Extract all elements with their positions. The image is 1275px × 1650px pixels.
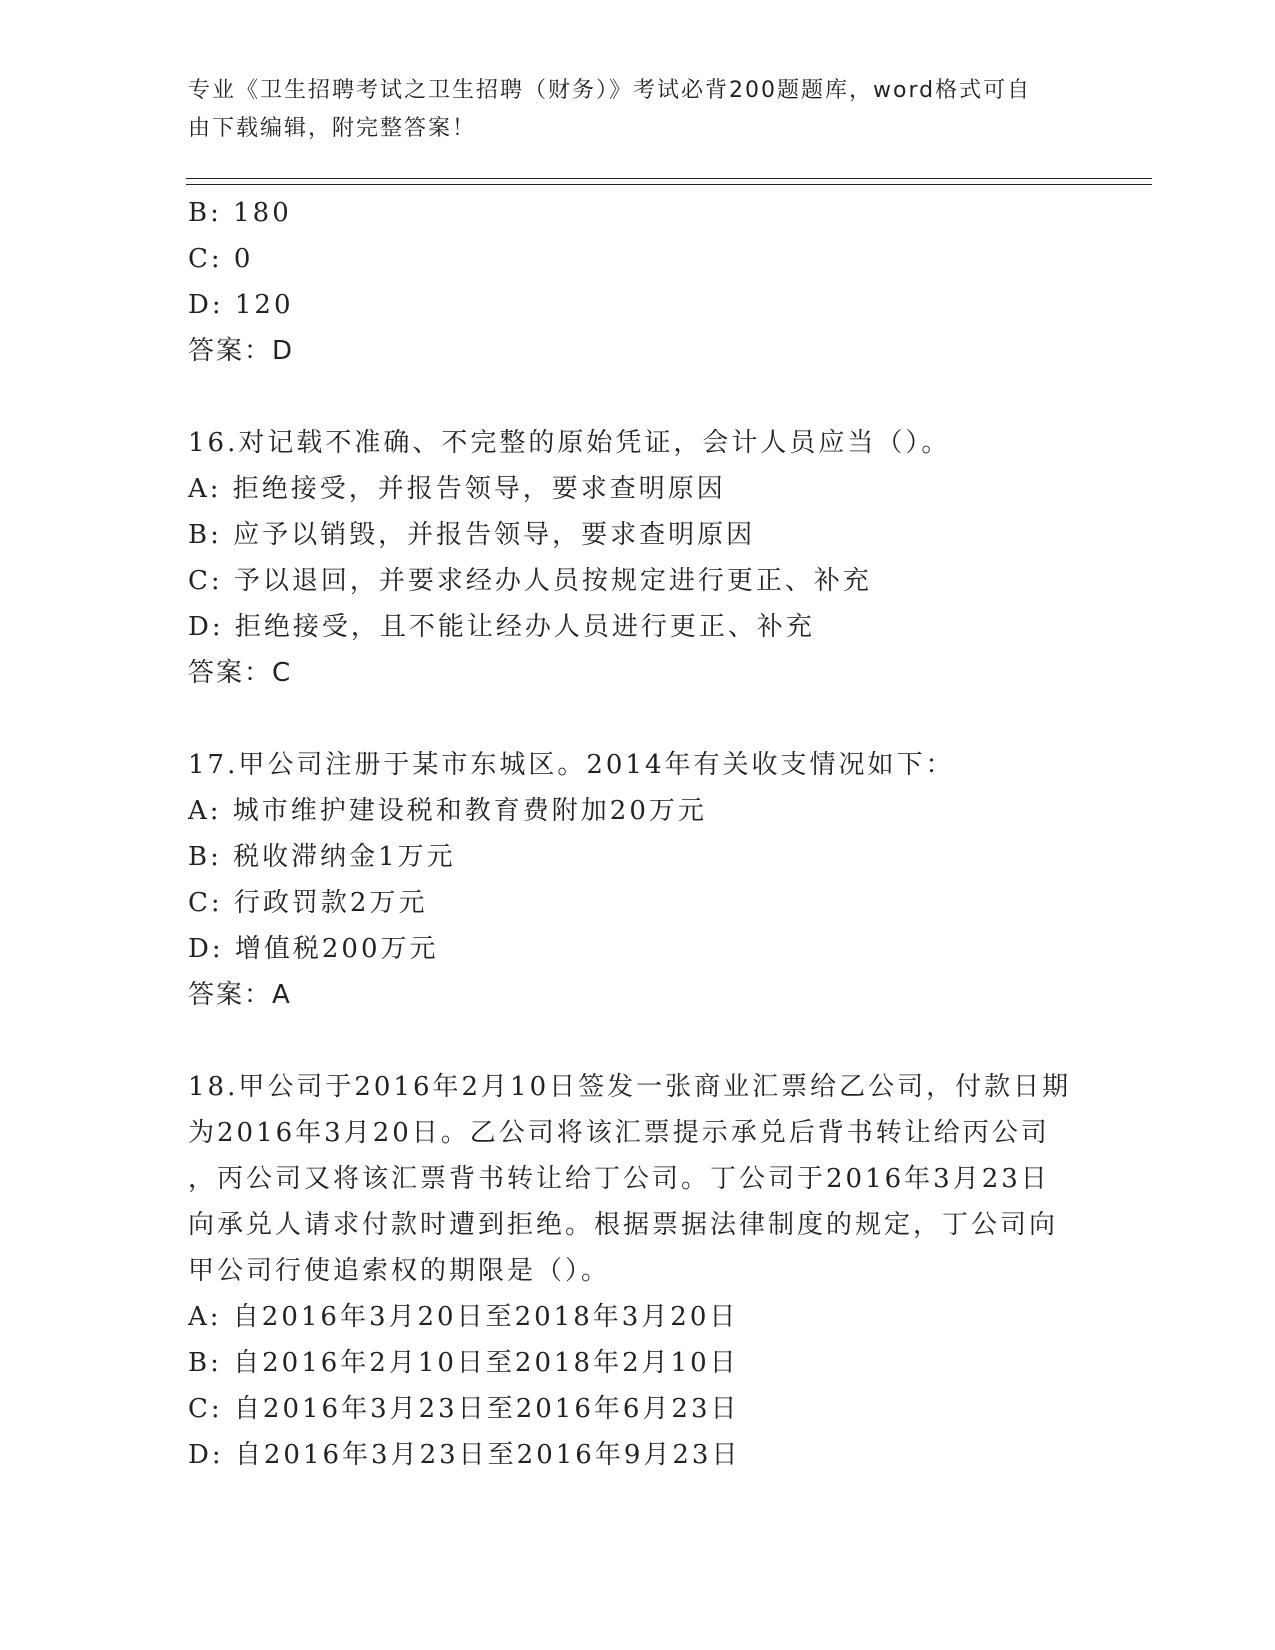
question-15: [188, 190, 1078, 374]
header-divider-bottom: [186, 184, 1152, 185]
question-stem-line-3: ，丙公司又将该汇票背书转让给丁公司。丁公司于2016年3月23日: [188, 1164, 1050, 1194]
header-line-1: 专业《卫生招聘考试之卫生招聘（财务）》考试必背200题题库，word格式可自: [188, 78, 1032, 103]
option-c: C: 予以退回，并要求经办人员按规定进行更正、补充: [188, 566, 872, 596]
question-stem-line-1: 18.甲公司于2016年2月10日签发一张商业汇票给乙公司，付款日期: [188, 1072, 1072, 1102]
document-header: [188, 72, 1068, 148]
spacer: [188, 374, 1078, 420]
option-d: D: 拒绝接受，且不能让经办人员进行更正、补充: [188, 612, 815, 642]
header-divider-top: [186, 178, 1152, 179]
option-c: C: 行政罚款2万元: [188, 888, 428, 918]
option-a: A: 城市维护建设税和教育费附加20万元: [188, 796, 707, 826]
option-b: B: 180: [188, 198, 292, 228]
spacer: [188, 696, 1078, 742]
option-b: B: 税收滞纳金1万元: [188, 842, 456, 872]
question-17: [188, 742, 1078, 1018]
option-a: A: 拒绝接受，并报告领导，要求查明原因: [188, 474, 726, 504]
option-d: D: 增值税200万元: [188, 934, 439, 964]
question-18: [188, 1064, 1078, 1478]
question-stem-line-2: 为2016年3月20日。乙公司将该汇票提示承兑后背书转让给丙公司: [188, 1118, 1050, 1148]
question-content: [188, 190, 1078, 1478]
question-stem-line-5: 甲公司行使追索权的期限是（）。: [188, 1256, 611, 1286]
option-c: C: 自2016年3月23日至2016年6月23日: [188, 1394, 740, 1424]
option-a: A: 自2016年3月20日至2018年3月20日: [188, 1302, 739, 1332]
answer-label: 答案：A: [188, 980, 292, 1010]
spacer: [188, 1018, 1078, 1064]
question-16: [188, 420, 1078, 696]
header-line-2: 由下载编辑，附完整答案！: [188, 116, 477, 141]
answer-label: 答案：D: [188, 336, 295, 366]
option-b: B: 应予以销毁，并报告领导，要求查明原因: [188, 520, 756, 550]
option-c: C: 0: [188, 244, 254, 274]
question-stem: 17.甲公司注册于某市东城区。2014年有关收支情况如下：: [188, 750, 955, 780]
question-stem-line-4: 向承兑人请求付款时遭到拒绝。根据票据法律制度的规定，丁公司向: [188, 1210, 1059, 1240]
option-d: D: 自2016年3月23日至2016年9月23日: [188, 1440, 741, 1470]
option-b: B: 自2016年2月10日至2018年2月10日: [188, 1348, 739, 1378]
answer-label: 答案：C: [188, 658, 293, 688]
question-stem: 16.对记载不准确、不完整的原始凭证，会计人员应当（）。: [188, 428, 951, 458]
option-d: D: 120: [188, 290, 294, 320]
